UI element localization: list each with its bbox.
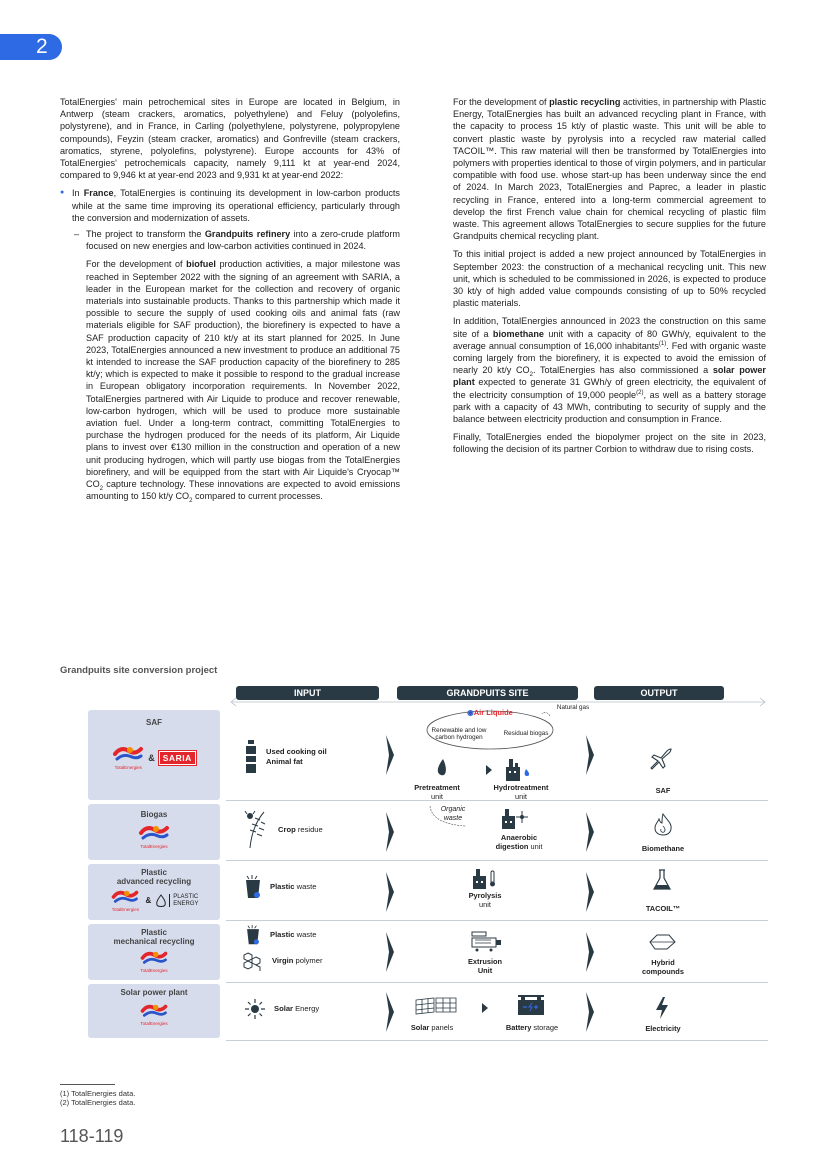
flask-icon — [651, 868, 673, 892]
biofuel-block — [60, 258, 400, 505]
output-tacoil: TACOIL™ — [645, 904, 681, 913]
page-number: 118-119 — [60, 1126, 124, 1146]
ampersand: & — [148, 752, 155, 763]
totalenergies-logo: TotalEnergies — [109, 889, 141, 912]
row-label-solar — [88, 984, 220, 1038]
bottle-icon — [244, 740, 258, 774]
intro-paragraph: TotalEnergies' main petrochemical sites in Europe are located in Belgium, in Antwerp (steam crackers, aromatics, polyethylene) and Feluy (polyolefins, polystyrene), and in France, in Carling (polyethylene, polystyrene, polypropylene compounds), Feyzin (steam cracker, aromatics) and Gonfreville (steam crackers, aromatics, styrene, polyolefins, polystyrene). Europe accounts for 43% of TotalEnergies' petrochemicals capacity, namely 9,111 kt at year-end 2024, compared to 9,946 kt at year-end 2023 and 9,931 kt at year-end 2022: — [60, 97, 400, 181]
saf-process-icons — [433, 755, 563, 783]
biogas-input: Crop residue — [244, 810, 323, 850]
biofuel-paragraph: For the development of biofuel production activities, a major milestone was reached in September 2022 with the signing of an agreement with SARIA, a leader in the European market for the collection and recovery of organic materials into sustainable products. Thanks to this partnership which made it possible to secure the supply of used cooking oils and animal fats (raw materials eligible for SAF production), the biorefinery is expected to have a SAF production capacity of 210 kt/y at its start planned for 2025. In June 2023, TotalEnergies announced a new investment to produce an additional 75 kt intended to increase the SAF production capacity of the biorefinery to 285 kt/y; which is expected to make it possible to respond to the gradual increase in European obligatory incorporation requirements. In November 2022, TotalEnergies partnered with Air Liquide to produce and recover renewable, low-carbon hydrogen, which will be used to produce more sustainable aviation fuel. Under a long-term contract, committing TotalEnergies to purchase the hydrogen produced for the needs of its platform, Air Liquide plans to invest over €130 million in the construction and operation of a new unit producing hydrogen, which will partly use biogas from the TotalEnergies biorefinery, and will be equipped from the start with Air Liquide's Cryocap™ $CO_2$ capture technology. These innovations are expected to avoid emissions amounting to 150 kt/y $CO_2$ compared to current processes. — [86, 259, 400, 505]
battery-storage-label: Battery storage — [505, 1023, 559, 1032]
output-electricity: Electricity — [645, 1024, 681, 1033]
anaerobic-digestion-label: Anaerobic digestion unit — [495, 833, 543, 851]
plastic-recycling-paragraph: For the development of plastic recycling activities, in partnership with Plastic Energy, TotalEnergies has built an advanced recycling plant in France, with the capacity to process 15 kt/y of plastic waste. This unit will be able to convert plastic waste by pyrolysis into a recycled raw material called TACOIL™. This raw material will then be transformed by TotalEnergies into polymers with properties identical to those of virgin polymers, and in particular compatible with food use. whose start-up has been underway since the end of 2024. In March 2023, TotalEnergies and Paprec, a leader in plastic recycling in France, entered into a long-term commercial agreement to develop the first French value chain for chemical recycling of plastic film waste. This agreement allows TotalEnergies to secure supplies for the future Grandpuits chemical recycling plant. — [453, 97, 766, 242]
digester-icon — [500, 808, 530, 830]
totalenergies-logo: TotalEnergies — [112, 745, 144, 770]
polymer-icon — [242, 950, 264, 972]
totalenergies-logo: TotalEnergies — [88, 950, 220, 973]
mechanical-input-plastic: Plastic waste — [244, 924, 316, 946]
footnote-1: (1) TotalEnergies data. — [60, 1089, 136, 1098]
chevron-right-icon — [386, 812, 394, 852]
row-title: SAF — [146, 718, 162, 727]
saf-input: Used cooking oil Animal fat — [244, 740, 327, 774]
hydrogen-label: Renewable and low carbon hydrogen — [431, 727, 487, 741]
header-output: OUTPUT — [594, 686, 724, 700]
hydrotreatment-unit-label: Hydrotreatment unit — [493, 783, 549, 801]
row-title: Plastic mechanical recycling — [113, 928, 195, 946]
natural-gas-label: Natural gas — [556, 704, 590, 711]
chevron-right-icon — [586, 872, 594, 912]
sun-icon — [244, 998, 266, 1020]
output-biomethane: Biomethane — [641, 844, 685, 853]
grandpuits-diagram — [88, 686, 768, 1042]
mechanical-recycling-paragraph: To this initial project is added a new project announced by TotalEnergies in September 2023: the construction of a mechanical recycling unit. This new unit, which is scheduled to be commissioned in 2026, is expected to produce 30 kt/y of high added value compounds consisting of up to 50% recycled plastic materials. — [453, 249, 766, 309]
output-hybrid-compounds: Hybrid compounds — [642, 958, 684, 976]
chevron-right-icon — [586, 812, 594, 852]
row-biogas — [88, 804, 768, 860]
footnote-2: (2) TotalEnergies data. — [60, 1098, 136, 1107]
grandpuits-dash-item: – The project to transform the Grandpuits refinery into a zero-crude platform focused on new energies and low-carbon activities continued in 2024. — [74, 229, 400, 252]
chevron-right-icon — [386, 735, 394, 775]
residual-biogas-label: Residual biogas — [503, 730, 549, 737]
right-column — [453, 96, 766, 462]
pyrolysis-unit-label: Pyrolysis unit — [468, 891, 502, 909]
chapter-tab: 2 — [0, 34, 62, 60]
chevron-right-icon — [586, 735, 594, 775]
biopolymer-paragraph: Finally, TotalEnergies ended the biopolymer project on the site in 2023, following the decision of its partner Corbion to withdraw due to rising costs. — [453, 432, 766, 455]
battery-icon — [518, 995, 544, 1015]
organic-waste-label: Organic waste — [440, 806, 466, 822]
organic-waste-arrow — [426, 804, 506, 830]
chevron-right-icon — [386, 932, 394, 972]
advanced-input: Plastic waste — [244, 874, 316, 900]
row-label-saf — [88, 710, 220, 800]
hybrid-compound-icon — [647, 932, 677, 952]
row-advanced-recycling — [88, 864, 768, 920]
france-bullet: ● In France, TotalEnergies is continuing its development in low-carbon products while at the same time improving its operational efficiency, particularly through the conversion and modernization of assets. — [60, 187, 400, 224]
crop-icon — [244, 810, 270, 850]
biomethane-paragraph: In addition, TotalEnergies announced in 2023 the construction on this same site of a biomethane unit with a capacity of 80 GWh/y, equivalent to the average annual consumption of 16,000 inhabitants$^{(1)}$. Fed with organic waste coming largely from the biorefinery, it is expected to avoid the emission of nearly 20 kt/y $CO_2$. TotalEnergies has also commissioned a solar power plant expected to generate 31 GWh/y of green electricity, the equivalent of the electricity consumption of 19,000 people$^{(2)}$, as well as a battery storage park with a capacity of 43 MWh, contributing to security of supply and the balance between electricity production and consumption in France. — [453, 316, 766, 425]
footnotes — [60, 1089, 135, 1107]
row-mechanical-recycling — [88, 924, 768, 980]
saria-logo: SARIA — [159, 751, 196, 765]
figure-title: Grandpuits site conversion project — [60, 665, 218, 676]
header-grandpuits-site: GRANDPUITS SITE — [397, 686, 578, 700]
chevron-right-icon — [386, 992, 394, 1032]
chevron-right-icon — [386, 872, 394, 912]
plastic-energy-logo: PLASTIC ENERGY — [155, 894, 198, 908]
extrusion-icon — [471, 930, 503, 952]
row-solar — [88, 984, 768, 1040]
solar-input: Solar Energy — [244, 998, 319, 1020]
solar-panels-label: Solar panels — [410, 1023, 454, 1032]
pretreatment-unit-label: Pretreatment unit — [414, 783, 460, 801]
row-saf — [88, 704, 768, 801]
totalenergies-logo: TotalEnergies — [88, 824, 220, 849]
output-saf: SAF — [655, 786, 671, 795]
row-label-mechanical — [88, 924, 220, 980]
left-column — [60, 96, 400, 509]
extrusion-unit-label: Extrusion Unit — [467, 957, 503, 975]
air-liquide-logo: ◉Air Liquide — [467, 708, 513, 717]
chevron-right-icon — [586, 932, 594, 972]
row-label-biogas — [88, 804, 220, 860]
flame-icon — [652, 812, 674, 836]
plastic-waste-icon — [244, 924, 262, 946]
footnote-divider — [60, 1084, 115, 1085]
row-title: Plastic advanced recycling — [116, 868, 192, 886]
row-title: Biogas — [140, 810, 168, 819]
totalenergies-logo: TotalEnergies — [88, 1003, 220, 1026]
solar-panel-icon — [416, 998, 456, 1014]
pyrolysis-icon — [471, 868, 501, 890]
ampersand: & — [145, 896, 152, 905]
chevron-right-icon — [586, 992, 594, 1032]
mechanical-input-virgin: Virgin polymer — [242, 950, 323, 972]
row-title: Solar power plant — [120, 988, 188, 997]
lightning-icon — [654, 996, 670, 1020]
row-label-advanced — [88, 864, 220, 920]
header-input: INPUT — [236, 686, 379, 700]
droplet-icon — [438, 759, 446, 775]
plastic-waste-icon — [244, 874, 262, 900]
airplane-icon — [648, 746, 674, 772]
solar-storage-icons — [414, 994, 564, 1020]
